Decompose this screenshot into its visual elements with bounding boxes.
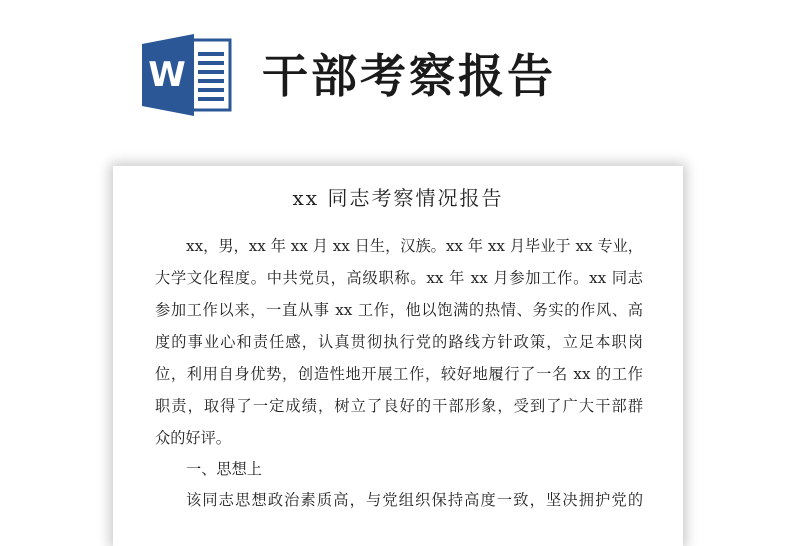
document-title: xx 同志考察情况报告 [292,186,504,210]
paragraph-line: 该同志思想政治素质高，与党组织保持高度一致，坚决拥护党的 [186,491,643,509]
paragraph-line: 众的好评。 [155,429,231,447]
paragraph-line: 位，利用自身优势，创造性地开展工作，较好地履行了一名 xx 的工作 [155,365,643,383]
section-heading: 一、思想上 [186,460,262,478]
paragraph-line: 度的事业心和责任感，认真贯彻执行党的路线方针政策，立足本职岗 [155,333,643,351]
paragraph-line: 参加工作以来，一直从事 xx 工作，他以饱满的热情、务实的作风、高 [155,301,643,319]
paragraph-line: 职责，取得了一定成绩，树立了良好的干部形象，受到了广大干部群 [155,397,643,415]
paragraph-line: 大学文化程度。中共党员，高级职称。xx 年 xx 月参加工作。xx 同志 [155,269,643,287]
paragraph-line: xx，男，xx 年 xx 月 xx 日生，汉族。xx 年 xx 月毕业于 xx 专业， [186,237,643,255]
word-icon-letter: W [148,55,186,95]
document-page [113,166,683,546]
page-title: 干部考察报告 [262,49,556,103]
word-document-icon [142,34,232,116]
header-banner [0,0,800,150]
